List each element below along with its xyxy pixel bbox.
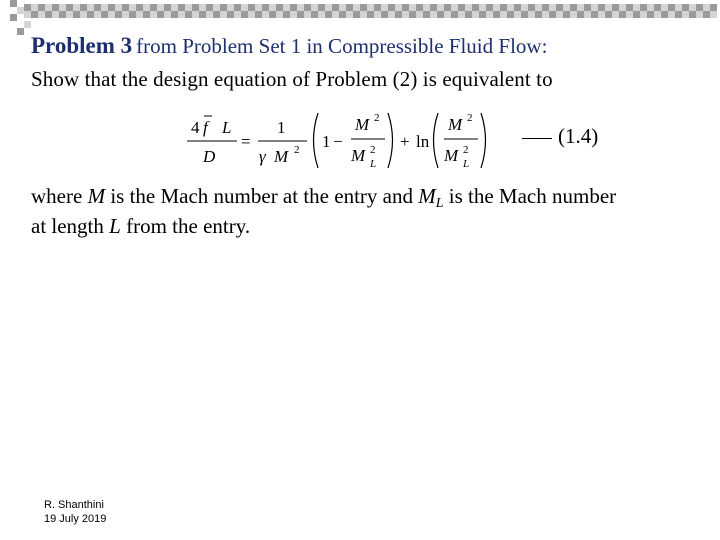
svg-text:2: 2 <box>370 144 376 156</box>
checker-square <box>227 4 234 11</box>
checker-square <box>136 4 143 11</box>
checker-square <box>220 11 227 18</box>
footer-date: 19 July 2019 <box>44 513 107 525</box>
checker-square <box>542 11 549 18</box>
checker-square <box>136 11 143 18</box>
checker-square <box>472 11 479 18</box>
checker-square <box>87 11 94 18</box>
checker-square <box>430 11 437 18</box>
checker-square <box>493 4 500 11</box>
svg-text:M: M <box>274 147 289 166</box>
checker-square <box>409 11 416 18</box>
checker-square <box>143 11 150 18</box>
checker-square <box>458 4 465 11</box>
svg-text:2: 2 <box>294 144 300 156</box>
checker-square <box>591 4 598 11</box>
checker-square <box>318 4 325 11</box>
checker-square <box>661 4 668 11</box>
svg-text:f: f <box>203 118 208 137</box>
checker-square <box>122 4 129 11</box>
checker-square <box>381 11 388 18</box>
svg-text:M: M <box>355 115 370 134</box>
checker-square <box>108 4 115 11</box>
checker-square <box>465 11 472 18</box>
svg-text:2: 2 <box>467 112 473 124</box>
checker-square <box>542 4 549 11</box>
checker-square <box>150 4 157 11</box>
checker-square <box>192 11 199 18</box>
checker-square <box>500 11 507 18</box>
checker-square <box>619 11 626 18</box>
checker-square <box>458 11 465 18</box>
mach-symbol: M <box>87 184 106 208</box>
checker-square <box>577 4 584 11</box>
svg-text:D: D <box>203 147 216 166</box>
checker-square <box>241 4 248 11</box>
slide-footer <box>44 498 106 526</box>
checker-square <box>199 11 206 18</box>
slide-title <box>31 33 547 59</box>
checker-square <box>549 4 556 11</box>
checker-square <box>66 11 73 18</box>
svg-text:4: 4 <box>191 118 200 137</box>
checker-square <box>710 11 717 18</box>
checker-square <box>675 4 682 11</box>
checker-square <box>584 11 591 18</box>
svg-text:−: − <box>333 132 343 151</box>
svg-text:M: M <box>448 115 463 134</box>
checker-square <box>73 4 80 11</box>
description-text: from the entry. <box>120 214 251 238</box>
checker-square <box>577 11 584 18</box>
checker-square <box>619 4 626 11</box>
checker-square <box>185 4 192 11</box>
checker-square <box>24 4 31 11</box>
checker-square <box>269 4 276 11</box>
checker-square <box>612 11 619 18</box>
checker-square <box>171 4 178 11</box>
checker-square <box>360 11 367 18</box>
checker-square <box>486 4 493 11</box>
checker-square <box>528 11 535 18</box>
checker-square <box>80 11 87 18</box>
checker-square <box>367 11 374 18</box>
checker-square <box>241 11 248 18</box>
checker-square <box>654 4 661 11</box>
checker-square <box>556 4 563 11</box>
checker-square <box>143 4 150 11</box>
checker-square <box>416 4 423 11</box>
checker-square <box>479 11 486 18</box>
checker-square <box>122 11 129 18</box>
checker-square <box>192 4 199 11</box>
checker-square <box>598 11 605 18</box>
svg-text:L: L <box>370 158 377 170</box>
checker-square <box>213 11 220 18</box>
checker-square <box>59 11 66 18</box>
checker-square <box>38 4 45 11</box>
checker-square <box>10 14 17 21</box>
checker-square <box>213 4 220 11</box>
checker-square <box>87 4 94 11</box>
checker-square <box>689 11 696 18</box>
length-symbol: L <box>109 214 121 238</box>
checker-square <box>479 4 486 11</box>
checker-square <box>584 4 591 11</box>
checker-square <box>220 4 227 11</box>
checker-square <box>339 11 346 18</box>
mach-symbol-l: M <box>418 184 436 208</box>
checker-square <box>17 28 24 35</box>
checker-square <box>199 4 206 11</box>
checker-square <box>416 11 423 18</box>
checker-square <box>556 11 563 18</box>
checker-square <box>549 11 556 18</box>
checker-square <box>234 11 241 18</box>
checker-square <box>38 11 45 18</box>
checker-square <box>255 11 262 18</box>
checker-square <box>402 4 409 11</box>
checker-square <box>24 11 31 18</box>
checker-square <box>304 11 311 18</box>
checker-square <box>311 11 318 18</box>
checker-square <box>185 11 192 18</box>
checker-square <box>115 4 122 11</box>
checker-square <box>283 4 290 11</box>
checker-square <box>346 11 353 18</box>
equation-number-dash <box>522 138 552 139</box>
checker-square <box>206 4 213 11</box>
checker-square <box>647 11 654 18</box>
checker-square <box>276 11 283 18</box>
checker-square <box>605 4 612 11</box>
checker-square <box>598 4 605 11</box>
checker-square <box>17 7 24 14</box>
checker-square <box>290 4 297 11</box>
checker-square <box>507 11 514 18</box>
checker-square <box>206 11 213 18</box>
checker-square <box>710 4 717 11</box>
checker-square <box>339 4 346 11</box>
checker-square <box>514 11 521 18</box>
checker-square <box>129 4 136 11</box>
checker-square <box>332 11 339 18</box>
checker-square <box>374 11 381 18</box>
checker-square <box>633 11 640 18</box>
checker-square <box>101 11 108 18</box>
checker-square <box>52 11 59 18</box>
checker-square <box>402 11 409 18</box>
title-problem-number: Problem 3 <box>31 33 133 58</box>
checker-square <box>647 4 654 11</box>
checker-square <box>325 11 332 18</box>
checker-square <box>178 11 185 18</box>
checker-square <box>45 4 52 11</box>
checker-square <box>626 4 633 11</box>
checker-square <box>171 11 178 18</box>
checker-square <box>332 4 339 11</box>
checker-square <box>444 11 451 18</box>
checker-square <box>640 11 647 18</box>
checker-square <box>283 11 290 18</box>
checker-square <box>157 4 164 11</box>
checker-square <box>465 4 472 11</box>
checker-square <box>367 4 374 11</box>
checker-square <box>304 4 311 11</box>
checker-square <box>703 11 710 18</box>
description-line-1 <box>31 180 711 212</box>
checker-square <box>360 4 367 11</box>
description-text: is the Mach number <box>443 184 617 208</box>
checker-square <box>52 4 59 11</box>
checker-square <box>570 11 577 18</box>
svg-text:1: 1 <box>277 118 286 137</box>
checker-square <box>535 4 542 11</box>
checker-square <box>290 11 297 18</box>
checker-square <box>682 11 689 18</box>
checker-square <box>227 11 234 18</box>
checker-square <box>262 11 269 18</box>
checker-square <box>654 11 661 18</box>
checker-square <box>563 4 570 11</box>
checker-square <box>269 11 276 18</box>
checker-square <box>486 11 493 18</box>
checker-square <box>129 11 136 18</box>
checker-square <box>255 4 262 11</box>
description-text: where <box>31 184 88 208</box>
checker-square <box>24 21 31 28</box>
checker-square <box>521 4 528 11</box>
decorative-checkerboard <box>0 0 720 36</box>
checker-square <box>248 11 255 18</box>
checker-square <box>626 11 633 18</box>
svg-text:γ: γ <box>259 147 266 166</box>
checker-square <box>94 11 101 18</box>
checker-square <box>311 4 318 11</box>
subscript-l: L <box>435 196 444 211</box>
svg-text:1: 1 <box>322 132 331 151</box>
checker-square <box>94 4 101 11</box>
checker-square <box>451 11 458 18</box>
svg-text:M: M <box>351 146 366 165</box>
equation-number <box>522 124 598 149</box>
checker-square <box>493 11 500 18</box>
checker-square <box>437 11 444 18</box>
checker-square <box>164 4 171 11</box>
checker-square <box>353 11 360 18</box>
description-line-2 <box>31 210 711 242</box>
checker-square <box>31 4 38 11</box>
checker-square <box>507 4 514 11</box>
checker-square <box>318 11 325 18</box>
svg-text:+: + <box>400 132 410 151</box>
checker-square <box>661 11 668 18</box>
checker-square <box>353 4 360 11</box>
title-source: from Problem Set 1 in Compressible Fluid Flow: <box>136 34 548 58</box>
checker-square <box>423 4 430 11</box>
checker-square <box>563 11 570 18</box>
checker-square <box>689 4 696 11</box>
checker-square <box>297 4 304 11</box>
checker-square <box>381 4 388 11</box>
checker-square <box>150 11 157 18</box>
checker-square <box>668 11 675 18</box>
checker-square <box>682 4 689 11</box>
checker-square <box>430 4 437 11</box>
checker-square <box>374 4 381 11</box>
checker-square <box>633 4 640 11</box>
description-text: at length <box>31 214 110 238</box>
checker-square <box>73 11 80 18</box>
svg-text:L: L <box>463 158 470 170</box>
svg-text:L: L <box>222 118 232 137</box>
checker-square <box>101 4 108 11</box>
checker-square <box>388 11 395 18</box>
checker-square <box>521 11 528 18</box>
checker-square <box>591 11 598 18</box>
checker-square <box>472 4 479 11</box>
checker-square <box>164 11 171 18</box>
checker-square <box>605 11 612 18</box>
svg-text:=: = <box>241 132 251 151</box>
checker-square <box>395 11 402 18</box>
checker-square <box>66 4 73 11</box>
equation-number-label: (1.4) <box>558 124 599 148</box>
checker-square <box>276 4 283 11</box>
checker-square <box>612 4 619 11</box>
checker-square <box>10 0 17 7</box>
design-equation <box>185 108 495 172</box>
checker-square <box>528 4 535 11</box>
footer-author: R. Shanthini <box>44 499 104 511</box>
svg-text:ln: ln <box>416 132 430 151</box>
description-text: is the Mach number at the entry and <box>105 184 419 208</box>
checker-square <box>31 11 38 18</box>
problem-statement: Show that the design equation of Problem (2) is equivalent to <box>31 67 553 91</box>
checker-square <box>395 4 402 11</box>
checker-square <box>234 4 241 11</box>
checker-square <box>178 4 185 11</box>
checker-square <box>262 4 269 11</box>
checker-square <box>444 4 451 11</box>
checker-square <box>108 11 115 18</box>
svg-text:2: 2 <box>463 144 469 156</box>
checker-square <box>696 4 703 11</box>
checker-square <box>388 4 395 11</box>
checker-square <box>325 4 332 11</box>
checker-square <box>80 4 87 11</box>
checker-square <box>45 11 52 18</box>
svg-text:2: 2 <box>374 112 380 124</box>
checker-square <box>703 4 710 11</box>
checker-square <box>570 4 577 11</box>
checker-square <box>409 4 416 11</box>
checker-square <box>696 11 703 18</box>
checker-square <box>437 4 444 11</box>
checker-square <box>668 4 675 11</box>
checker-square <box>500 4 507 11</box>
checker-square <box>675 11 682 18</box>
checker-square <box>514 4 521 11</box>
checker-square <box>423 11 430 18</box>
checker-square <box>157 11 164 18</box>
svg-text:M: M <box>444 146 459 165</box>
checker-square <box>115 11 122 18</box>
checker-square <box>297 11 304 18</box>
checker-square <box>248 4 255 11</box>
checker-square <box>640 4 647 11</box>
checker-square <box>451 4 458 11</box>
checker-square <box>59 4 66 11</box>
checker-square <box>346 4 353 11</box>
checker-square <box>535 11 542 18</box>
